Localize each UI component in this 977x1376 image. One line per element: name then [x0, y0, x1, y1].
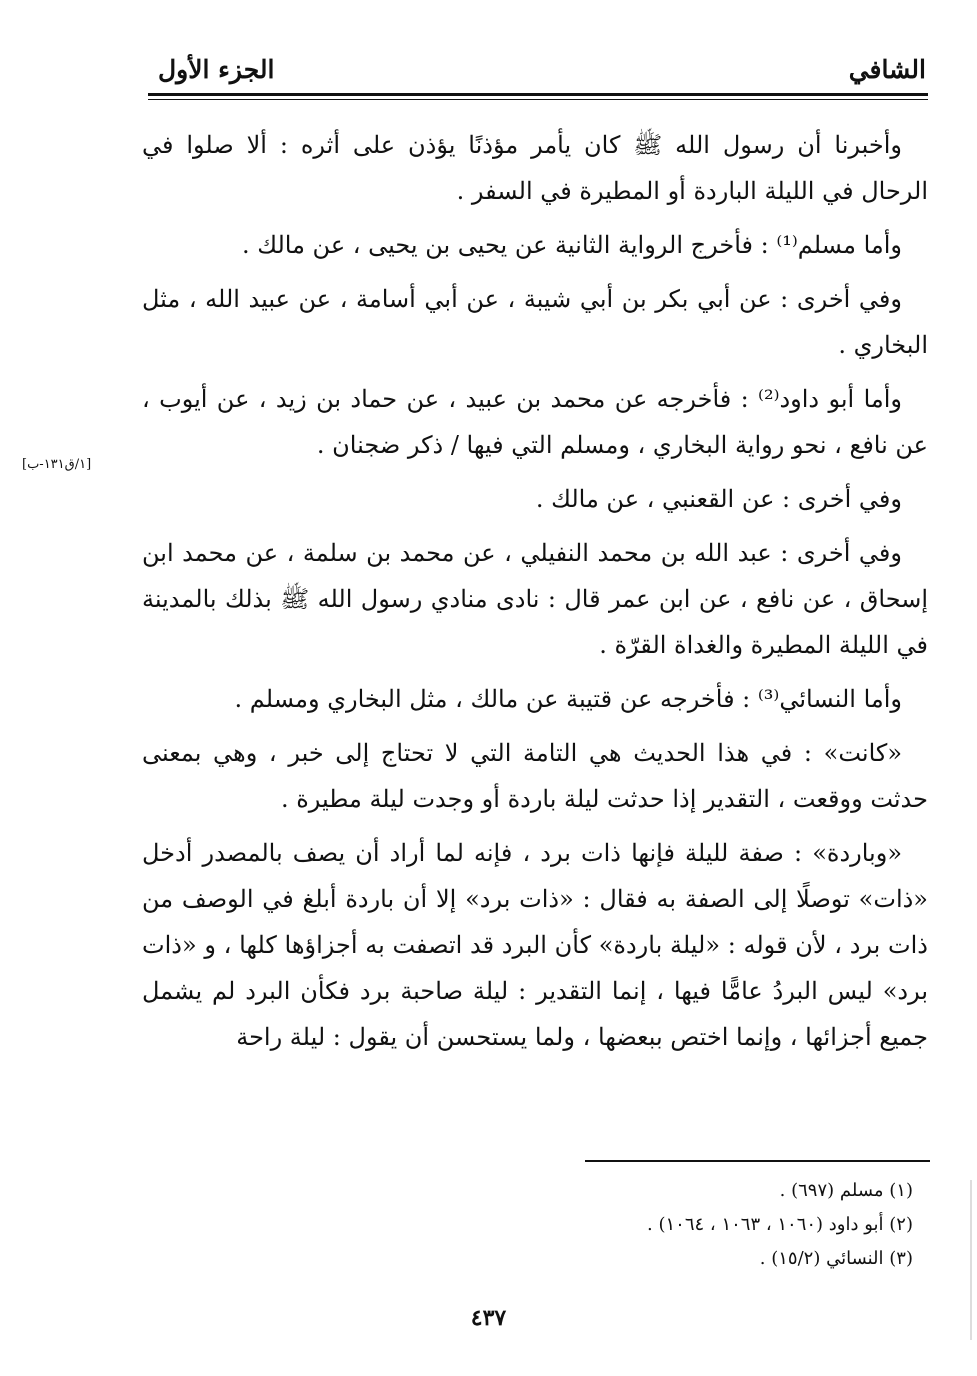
main-text	[142, 122, 928, 1068]
paragraph: «وباردة» : صفة لليلة فإنها ذات برد ، فإنه لما أراد أن يصف بالمصدر أدخل «ذات» توصلًا إلى الصفة به فقال : «ذات برد» إلا أن باردة أبلغ في الوصف من ذات برد ، لأن قوله : «ليلة باردة» كأن البرد قد اتصفت به أجزاؤها كلها ، و «ذات برد» ليس البردُ عامًّا فيها ، إنما التقدير : ليلة صاحبة برد فكأن البرد لم يشمل جميع أجزائها ، وإنما اختص ببعضها ، ولما يستحسن أن يقول : ليلة راحة	[142, 839, 928, 1051]
footnote: (٣) النسائي (١٥/٢) .	[759, 1248, 913, 1269]
paragraph: وفي أخرى : عبد الله بن محمد النفيلي ، عن محمد بن سلمة ، عن محمد ابن إسحاق ، عن نافع ، عن ابن عمر قال : نادى منادي رسول الله ﷺ بذلك بالمدينة في الليلة المطيرة والغداة القرّة .	[142, 539, 928, 659]
paragraph: وأما مسلم⁽¹⁾ : فأخرج الرواية الثانية عن يحيى بن يحيى ، عن مالك .	[241, 231, 902, 259]
running-header	[148, 55, 926, 95]
footnote: (١) مسلم (٦٩٧) .	[779, 1180, 913, 1201]
paragraph: وفي أخرى : عن أبي بكر بن أبي شيبة ، عن أبي أسامة ، عن عبيد الله ، مثل البخاري .	[142, 285, 928, 359]
paragraph: وفي أخرى : عن القعنبي ، عن مالك .	[535, 485, 902, 513]
header-rule-thick	[148, 93, 928, 96]
footnote-separator	[585, 1160, 930, 1162]
footnote: (٢) أبو داود (١٠٦٠ ، ١٠٦٣ ، ١٠٦٤) .	[647, 1214, 913, 1235]
header-rule-thin	[148, 99, 928, 100]
manuscript-margin-note: [١/ق١٣١-ب]	[22, 457, 92, 472]
volume-label: الجزء الأول	[158, 55, 275, 84]
footnotes	[493, 1174, 913, 1276]
page-number: ٤٣٧	[470, 1305, 507, 1331]
book-title: الشافي	[848, 55, 926, 84]
scan-edge	[970, 1180, 972, 1340]
paragraph: وأخبرنا أن رسول الله ﷺ كان يأمر مؤذنًا يؤذن على أثره : ألا صلوا في الرحال في الليلة الباردة أو المطيرة في السفر .	[142, 131, 928, 205]
paragraph: وأما أبو داود⁽²⁾ : فأخرجه عن محمد بن عبيد ، عن حماد بن زيد ، عن أيوب ، عن نافع ، نحو رواية البخاري ، ومسلم التي فيها / ذكر ضجنان .	[142, 385, 928, 459]
paragraph: «كانت» : في هذا الحديث هي التامة التي لا تحتاج إلى خبر ، وهي بمعنى حدثت ووقعت ، التقدير إذا حدثت ليلة باردة أو وجدت ليلة مطيرة .	[142, 739, 928, 813]
paragraph: وأما النسائي⁽³⁾ : فأخرجه عن قتيبة عن مالك ، مثل البخاري ومسلم .	[234, 685, 902, 713]
